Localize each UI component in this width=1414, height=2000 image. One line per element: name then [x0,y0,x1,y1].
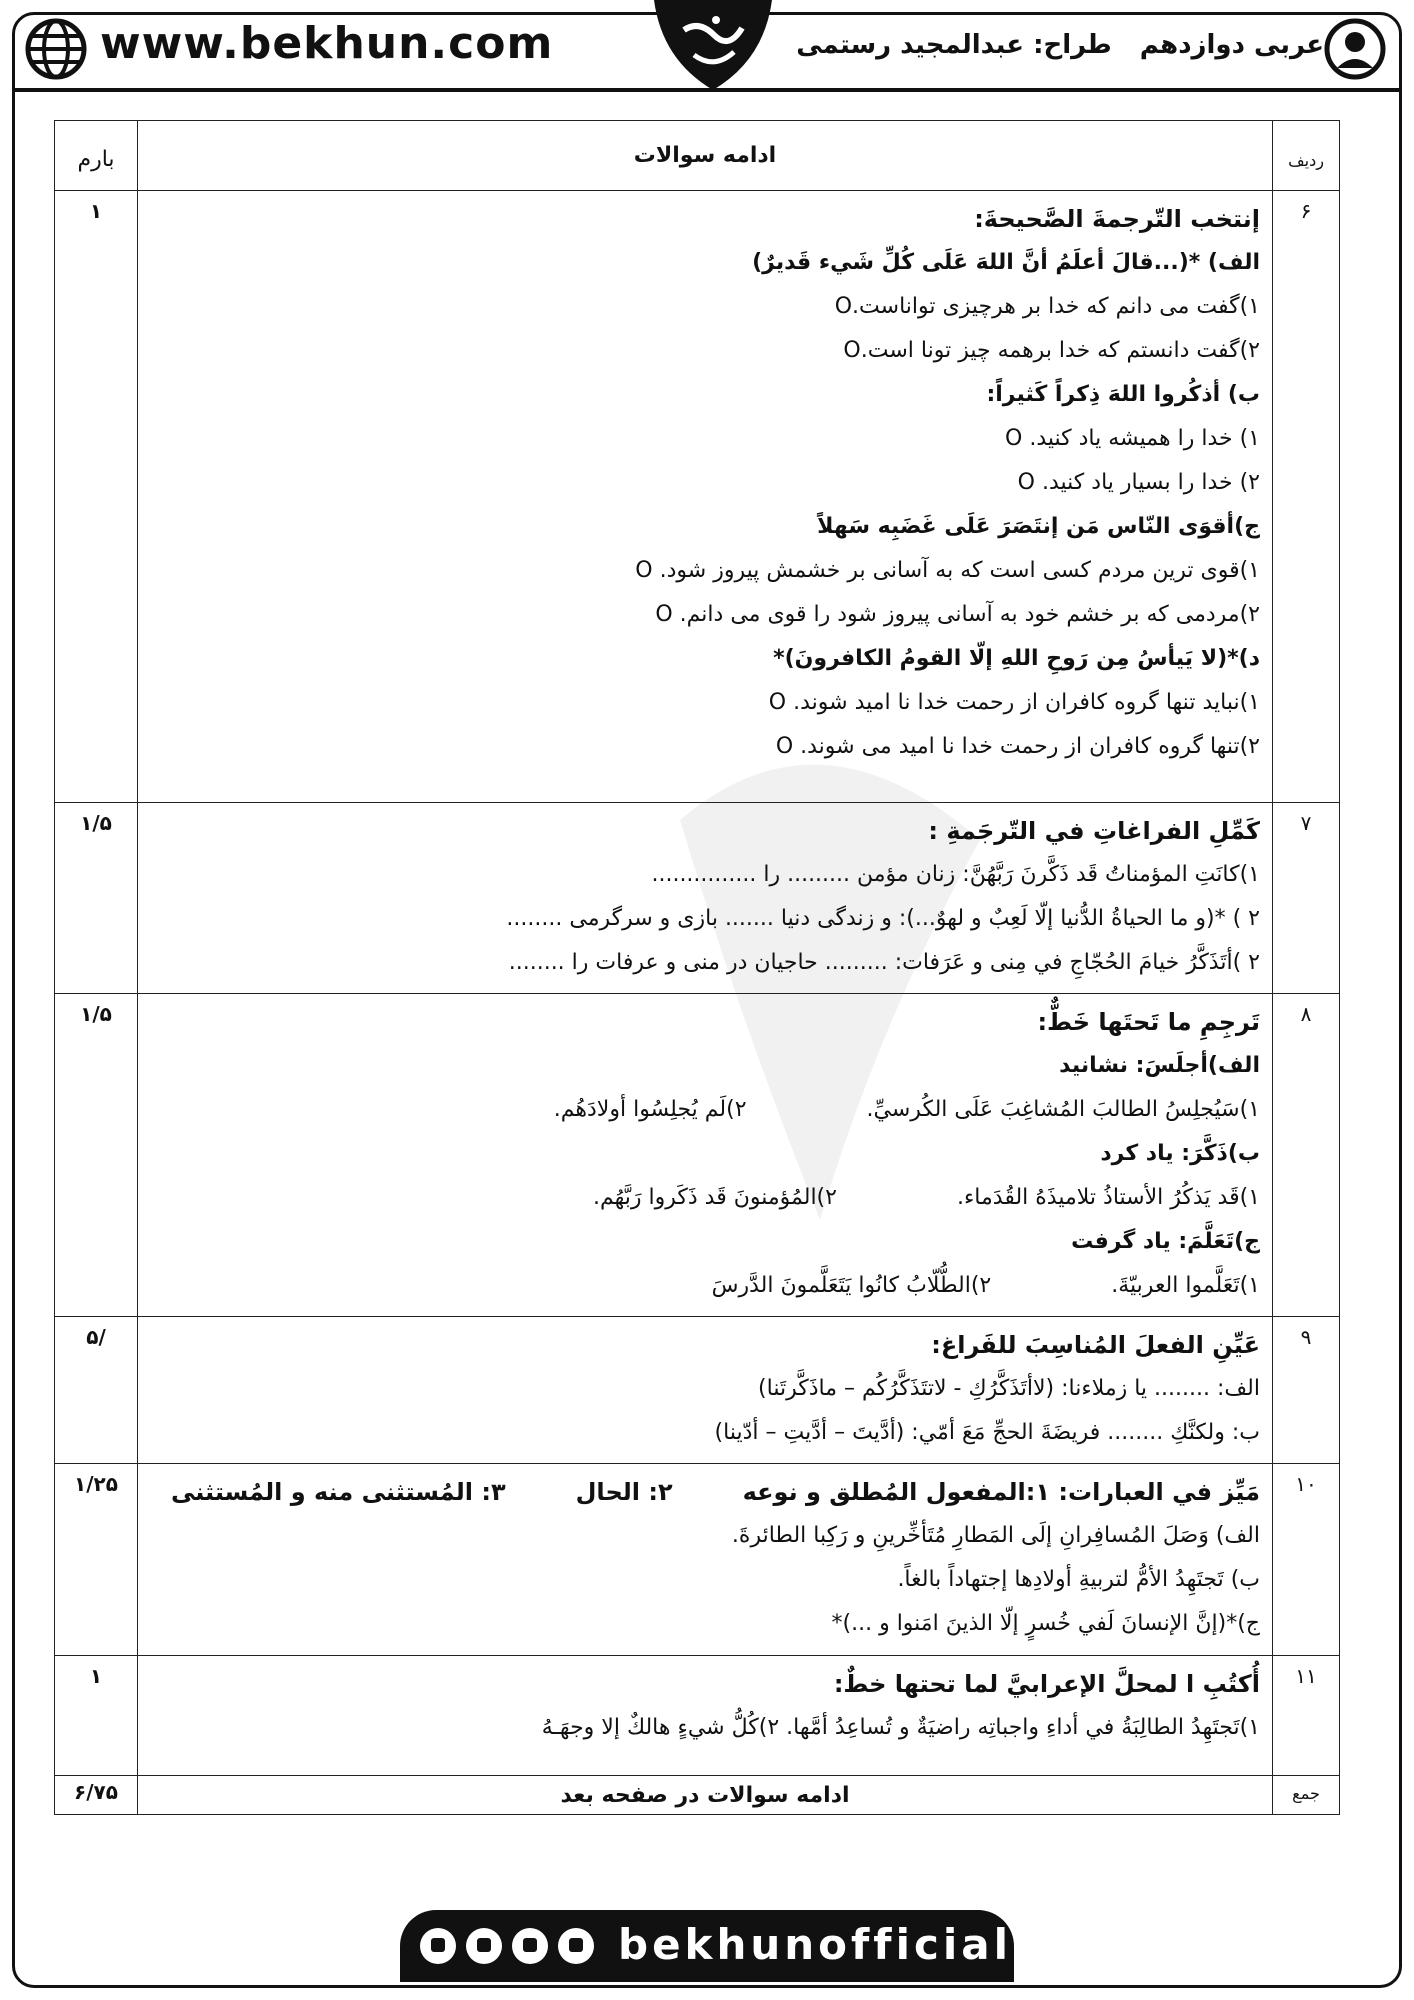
group-head: ج)تَعَلَّمَ: ياد گرفت [1071,1229,1260,1254]
question-line: ۲ ) *(و ما الحياةُ الدُّنيا إلّا لَعِبٌ و لهوٌ...): و زندگی دنیا ....... بازی و سرگرمی ........ [506,906,1260,931]
group-items [150,1264,1260,1308]
question-line: ۱)تَجتَهِدُ الطالِبَةُ في أداءِ واجباتِه راضيَةٌ و تُساعِدُ أمَّها. ۲)كُلُّ شيءٍ هالكٌ إلا وجهَـهُ [541,1715,1260,1740]
bekhun-logo-icon [654,0,772,92]
question-line: ۱)گفت می دانم که خدا بر هرچیزی تواناست.O [834,294,1260,319]
question-line: ۲)تنها گروه کافران از رحمت خدا نا امید می شوند. O [775,734,1260,759]
question-title-part: ۲: الحال [575,1478,673,1506]
group-item: ۱)تَعَلَّموا العربيّةَ. [1111,1273,1260,1298]
question-title: تَرجِمِ ما تَحتَها خَطٌّ: [1037,1008,1260,1036]
question-line: الف) *(...قالَ أعلَمُ أنَّ اللهَ عَلَى كُلِّ شَيء قَديرٌ) [752,250,1260,275]
question-score: /۵ [55,1317,138,1464]
col-row-header: ردیف [1273,121,1340,191]
question-line: ۱)قوی ترین مردم کسی است که به آسانی بر خشمش پیروز شود. O [635,558,1260,583]
globe-icon [25,18,87,80]
user-icon [1324,18,1386,80]
group-items [150,1088,1260,1132]
header-divider [15,88,1399,92]
total-row [55,1776,1340,1815]
question-body [138,994,1273,1317]
group-item: ۲)المُؤمنونَ قَد ذَكَروا رَبَّهُم. [593,1185,837,1210]
question-number: ۹ [1273,1317,1340,1464]
question-body [138,1317,1273,1464]
question-line: ۱)كانَتِ المؤمناتُ قَد ذَكَّرنَ رَبَّهُنَّ: زنان مؤمن ......... را ............... [651,862,1260,887]
question-line: ۱)نباید تنها گروه کافران از رحمت خدا نا امید شوند. O [768,690,1260,715]
header-info [796,30,1324,60]
group-item: ۱)قَد يَذكُرُ الأستاذُ تلاميذَهُ القُدَماء. [956,1185,1260,1210]
group-head: ب)ذَكَّرَ: ياد كرد [1100,1141,1260,1166]
social-handle[interactable]: bekhunofficial [618,1920,1013,1969]
question-row [55,1317,1340,1464]
question-number: ۸ [1273,994,1340,1317]
question-line: ب: ولكنَّكِ ........ فريضَةَ الحجِّ مَعَ أمّي: (أدَّيتَ – أدَّيتِ – أدّينا) [714,1420,1260,1445]
question-number: ۷ [1273,803,1340,994]
question-title: كَمِّلِ الفراغاتِ في التّرجَمةِ : [928,817,1260,845]
footer-bar [400,1910,1014,1982]
total-text: ادامه سوالات در صفحه بعد [138,1776,1273,1815]
aparat-icon[interactable] [558,1928,594,1964]
question-line: ب) أذكُروا اللهَ ذِكراً كَثيراً: [986,382,1260,407]
table-header-row [55,121,1340,191]
question-line: ج)*(إنَّ الإنسانَ لَفي خُسرٍ إلّا الذينَ امَنوا و ...)* [831,1611,1260,1636]
question-row [55,1656,1340,1776]
question-row [55,994,1340,1317]
question-title-row [150,1470,1260,1514]
question-title: أُكتُبِ ا لمحلَّ الإعرابيَّ لما تحتها خطٌ: [833,1670,1260,1698]
question-score: ۱ [55,1656,138,1776]
questions-table [54,120,1340,1815]
question-line: ۲)مردمی که بر خشم خود به آسانی پیروز شود را قوی می دانم. O [655,602,1260,627]
question-row [55,191,1340,803]
question-score: ۱ [55,191,138,803]
total-label: جمع [1273,1776,1340,1815]
youtube-icon[interactable] [512,1928,548,1964]
question-title: إنتخب التّرجمةَ الصَّحيحةَ: [974,205,1260,233]
question-line: د)*(لا يَيأسُ مِن رَوحِ اللهِ إلّا القومُ الكافرونَ)* [773,646,1260,671]
question-score: ۱/۲۵ [55,1464,138,1656]
question-row [55,803,1340,994]
question-body [138,191,1273,803]
question-score: ۱/۵ [55,803,138,994]
question-number: ۶ [1273,191,1340,803]
question-title: مَيِّز في العبارات: ۱:المفعول المُطلق و نوعه [742,1478,1260,1506]
col-title-header: ادامه سوالات [138,121,1273,191]
question-body [138,803,1273,994]
designer-name: طراح: عبدالمجید رستمی [796,30,1112,60]
question-line: ب) تَجتَهِدُ الأمُّ لتربيةِ أولادِها إجتهاداً بالغاً. [897,1567,1260,1592]
question-score: ۱/۵ [55,994,138,1317]
question-body [138,1656,1273,1776]
total-score: ۶/۷۵ [55,1776,138,1815]
question-body [138,1464,1273,1656]
group-item: ۲)لَم يُجلِسُوا أولادَهُم. [553,1097,747,1122]
group-item: ۱)سَيُجلِسُ الطالبَ المُشاغِبَ عَلَى الكُرسيِّ. [866,1097,1260,1122]
website-link[interactable]: www.bekhun.com [100,18,554,69]
social-icons [420,1928,594,1964]
group-item: ۲)الطُّلّابُ كانُوا يَتَعَلَّمونَ الدَّرسَ [711,1273,992,1298]
instagram-icon[interactable] [420,1928,456,1964]
group-head: الف)أجلَسَ: نشانيد [1059,1053,1260,1078]
question-number: ۱۰ [1273,1464,1340,1656]
question-line: ۲ )أتَذَكَّرُ خيامَ الحُجّاجِ في مِنى و عَرَفات: ......... حاجیان در منی و عرفات را ........ [508,950,1260,975]
question-line: الف: ........ يا زملاءنا: (لاأتَذَكَّرُكِ - لاتتَذَكَّرُكُم – ماذَكَّرتَنا) [758,1376,1260,1401]
question-row [55,1464,1340,1656]
subject-title: عربی دوازدهم [1139,30,1324,60]
col-score-header: بارم [55,121,138,191]
group-items [150,1176,1260,1220]
question-line: ج)أقوَى النّاس مَن إنتَصَرَ عَلَى غَضَبِه سَهلاً [817,514,1260,539]
question-title-part: ۳: المُستثنى منه و المُستثنى [170,1478,506,1506]
question-line: ۱) خدا را همیشه یاد کنید. O [1005,426,1260,451]
question-number: ۱۱ [1273,1656,1340,1776]
telegram-icon[interactable] [466,1928,502,1964]
question-line: ۲)گفت دانستم که خدا برهمه چیز تونا است.O [843,338,1260,363]
question-line: ۲) خدا را بسیار یاد کنید. O [1017,470,1260,495]
question-title: عَيِّنِ الفعلَ المُناسِبَ للفَراغ: [931,1331,1260,1359]
question-line: الف) وَصَلَ المُسافِرانِ إلَى المَطارِ مُتَأخِّرينِ و رَكِبا الطائرةَ. [731,1523,1260,1548]
